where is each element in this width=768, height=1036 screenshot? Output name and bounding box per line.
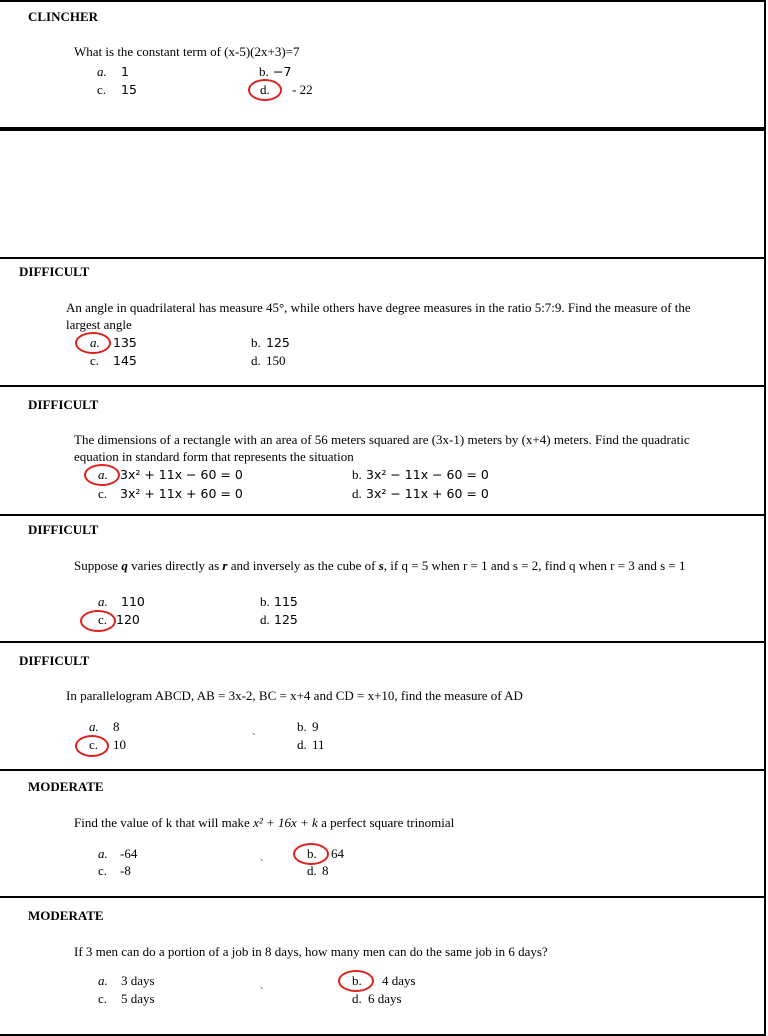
option-a-letter: a.	[98, 973, 108, 988]
option-d-value: 8	[322, 863, 329, 878]
option-c-value: -8	[120, 863, 131, 878]
difficulty-label: CLINCHER	[28, 9, 99, 24]
option-c-letter: c.	[98, 612, 108, 627]
question-text: In parallelogram ABCD, AB = 3x-2, BC = x+4 and CD = x+10, find the measure of AD	[66, 688, 523, 703]
stray-mark: `	[252, 732, 256, 744]
option-a-letter: a.	[89, 719, 99, 734]
option-a-value: 135	[113, 335, 137, 350]
answer-circle	[80, 610, 116, 632]
question-text-part: Suppose	[74, 558, 122, 573]
option-c-value: 3x² + 11x + 60 = 0	[120, 486, 243, 501]
option-d-letter: d.	[352, 991, 362, 1006]
option-b-value: 3x² − 11x − 60 = 0	[366, 467, 489, 482]
question-card-difficult	[0, 514, 766, 643]
option-a-letter: a.	[90, 335, 100, 350]
option-b-value: 4 days	[382, 973, 416, 988]
option-b-letter: b.	[259, 64, 269, 79]
option-c-value: 5 days	[121, 991, 155, 1006]
option-a-value: 1	[121, 64, 129, 79]
option-d-letter: d.	[297, 737, 307, 752]
answer-circle	[248, 79, 282, 101]
answer-circle	[75, 735, 109, 757]
option-b-letter: b.	[297, 719, 307, 734]
option-b-letter: b.	[260, 594, 270, 609]
option-b-value: 9	[312, 719, 319, 734]
question-text	[74, 557, 724, 574]
option-d-value: 3x² − 11x + 60 = 0	[366, 486, 489, 501]
option-c-value: 120	[116, 612, 140, 627]
option-a-letter: a.	[97, 64, 107, 79]
option-d-value: 6 days	[368, 991, 402, 1006]
question-card-moderate	[0, 896, 766, 1036]
option-c-value: 15	[121, 82, 137, 97]
math-expression: x² + 16x + k	[253, 815, 318, 830]
answer-circle	[84, 464, 120, 486]
option-d-letter: d.	[307, 863, 317, 878]
option-b-letter: b.	[251, 335, 261, 350]
option-a-value: -64	[120, 846, 138, 861]
option-d-value: 125	[274, 612, 298, 627]
difficulty-label: MODERATE	[28, 908, 104, 923]
option-d-letter: d.	[260, 82, 270, 97]
option-a-value: 110	[121, 594, 145, 609]
option-a-value: 8	[113, 719, 120, 734]
difficulty-label: DIFFICULT	[19, 264, 90, 279]
option-b-letter: b.	[307, 846, 317, 861]
question-text: The dimensions of a rectangle with an area of 56 meters squared are (3x-1) meters by (x+4) meters. Find the quadratic equation in standard form that represents the situation	[74, 432, 690, 464]
difficulty-label: MODERATE	[28, 779, 104, 794]
option-b-value: 115	[274, 594, 298, 609]
option-c-value: 145	[113, 353, 137, 368]
answer-circle	[293, 843, 329, 865]
stray-mark: `	[260, 858, 264, 870]
question-card-moderate	[0, 769, 766, 898]
option-d-letter: d.	[251, 353, 261, 368]
stray-mark: `	[260, 986, 264, 998]
option-b-value: 64	[331, 846, 344, 861]
option-d-letter: d.	[260, 612, 270, 627]
option-c-letter: c.	[98, 863, 108, 878]
question-text-part: , if q = 5 when r = 1 and s = 2, find q when r = 3 and s = 1	[383, 558, 686, 573]
option-d-letter: d.	[352, 486, 362, 501]
option-d-value: 11	[312, 737, 325, 752]
difficulty-label: DIFFICULT	[28, 522, 99, 537]
option-d-value: 150	[266, 353, 286, 368]
option-c-letter: c.	[98, 991, 108, 1006]
variable-s: s	[378, 558, 384, 573]
option-a-letter: a.	[98, 846, 108, 861]
option-b-letter: b.	[352, 467, 362, 482]
answer-circle	[338, 970, 374, 992]
option-a-letter: a.	[98, 467, 108, 482]
question-text-part: a perfect square trinomial	[317, 815, 455, 830]
question-card-difficult	[0, 641, 766, 771]
option-c-value: 10	[113, 737, 126, 752]
question-text	[74, 814, 454, 831]
blank-card	[0, 129, 766, 259]
option-c-letter: c.	[97, 82, 107, 97]
question-text: What is the constant term of (x-5)(2x+3)=7	[74, 44, 300, 59]
answer-circle	[75, 332, 111, 354]
variable-q: q	[121, 558, 128, 573]
question-text: If 3 men can do a portion of a job in 8 days, how many men can do the same job in 6 days?	[74, 944, 548, 959]
option-b-value: 125	[266, 335, 290, 350]
question-text-part: and inversely as the cube of	[227, 558, 379, 573]
option-c-letter: c.	[89, 737, 99, 752]
difficulty-label: DIFFICULT	[28, 397, 99, 412]
question-text-part: Find the value of k that will make	[74, 815, 254, 830]
option-a-letter: a.	[98, 594, 108, 609]
option-b-value: −7	[273, 64, 292, 79]
question-text: An angle in quadrilateral has measure 45°, while others have degree measures in the ratio 5:7:9. Find the measure of the largest angle	[66, 300, 691, 332]
question-card-difficult	[0, 385, 766, 516]
question-card-clincher	[0, 0, 766, 129]
variable-r: r	[222, 558, 228, 573]
option-a-value: 3x² + 11x − 60 = 0	[120, 467, 243, 482]
option-a-value: 3 days	[121, 973, 155, 988]
option-b-letter: b.	[352, 973, 362, 988]
question-text-part: varies directly as	[127, 558, 223, 573]
question-card-difficult	[0, 257, 766, 387]
difficulty-label: DIFFICULT	[19, 653, 90, 668]
option-c-letter: c.	[98, 486, 108, 501]
option-c-letter: c.	[90, 353, 100, 368]
option-d-value: - 22	[292, 82, 313, 97]
